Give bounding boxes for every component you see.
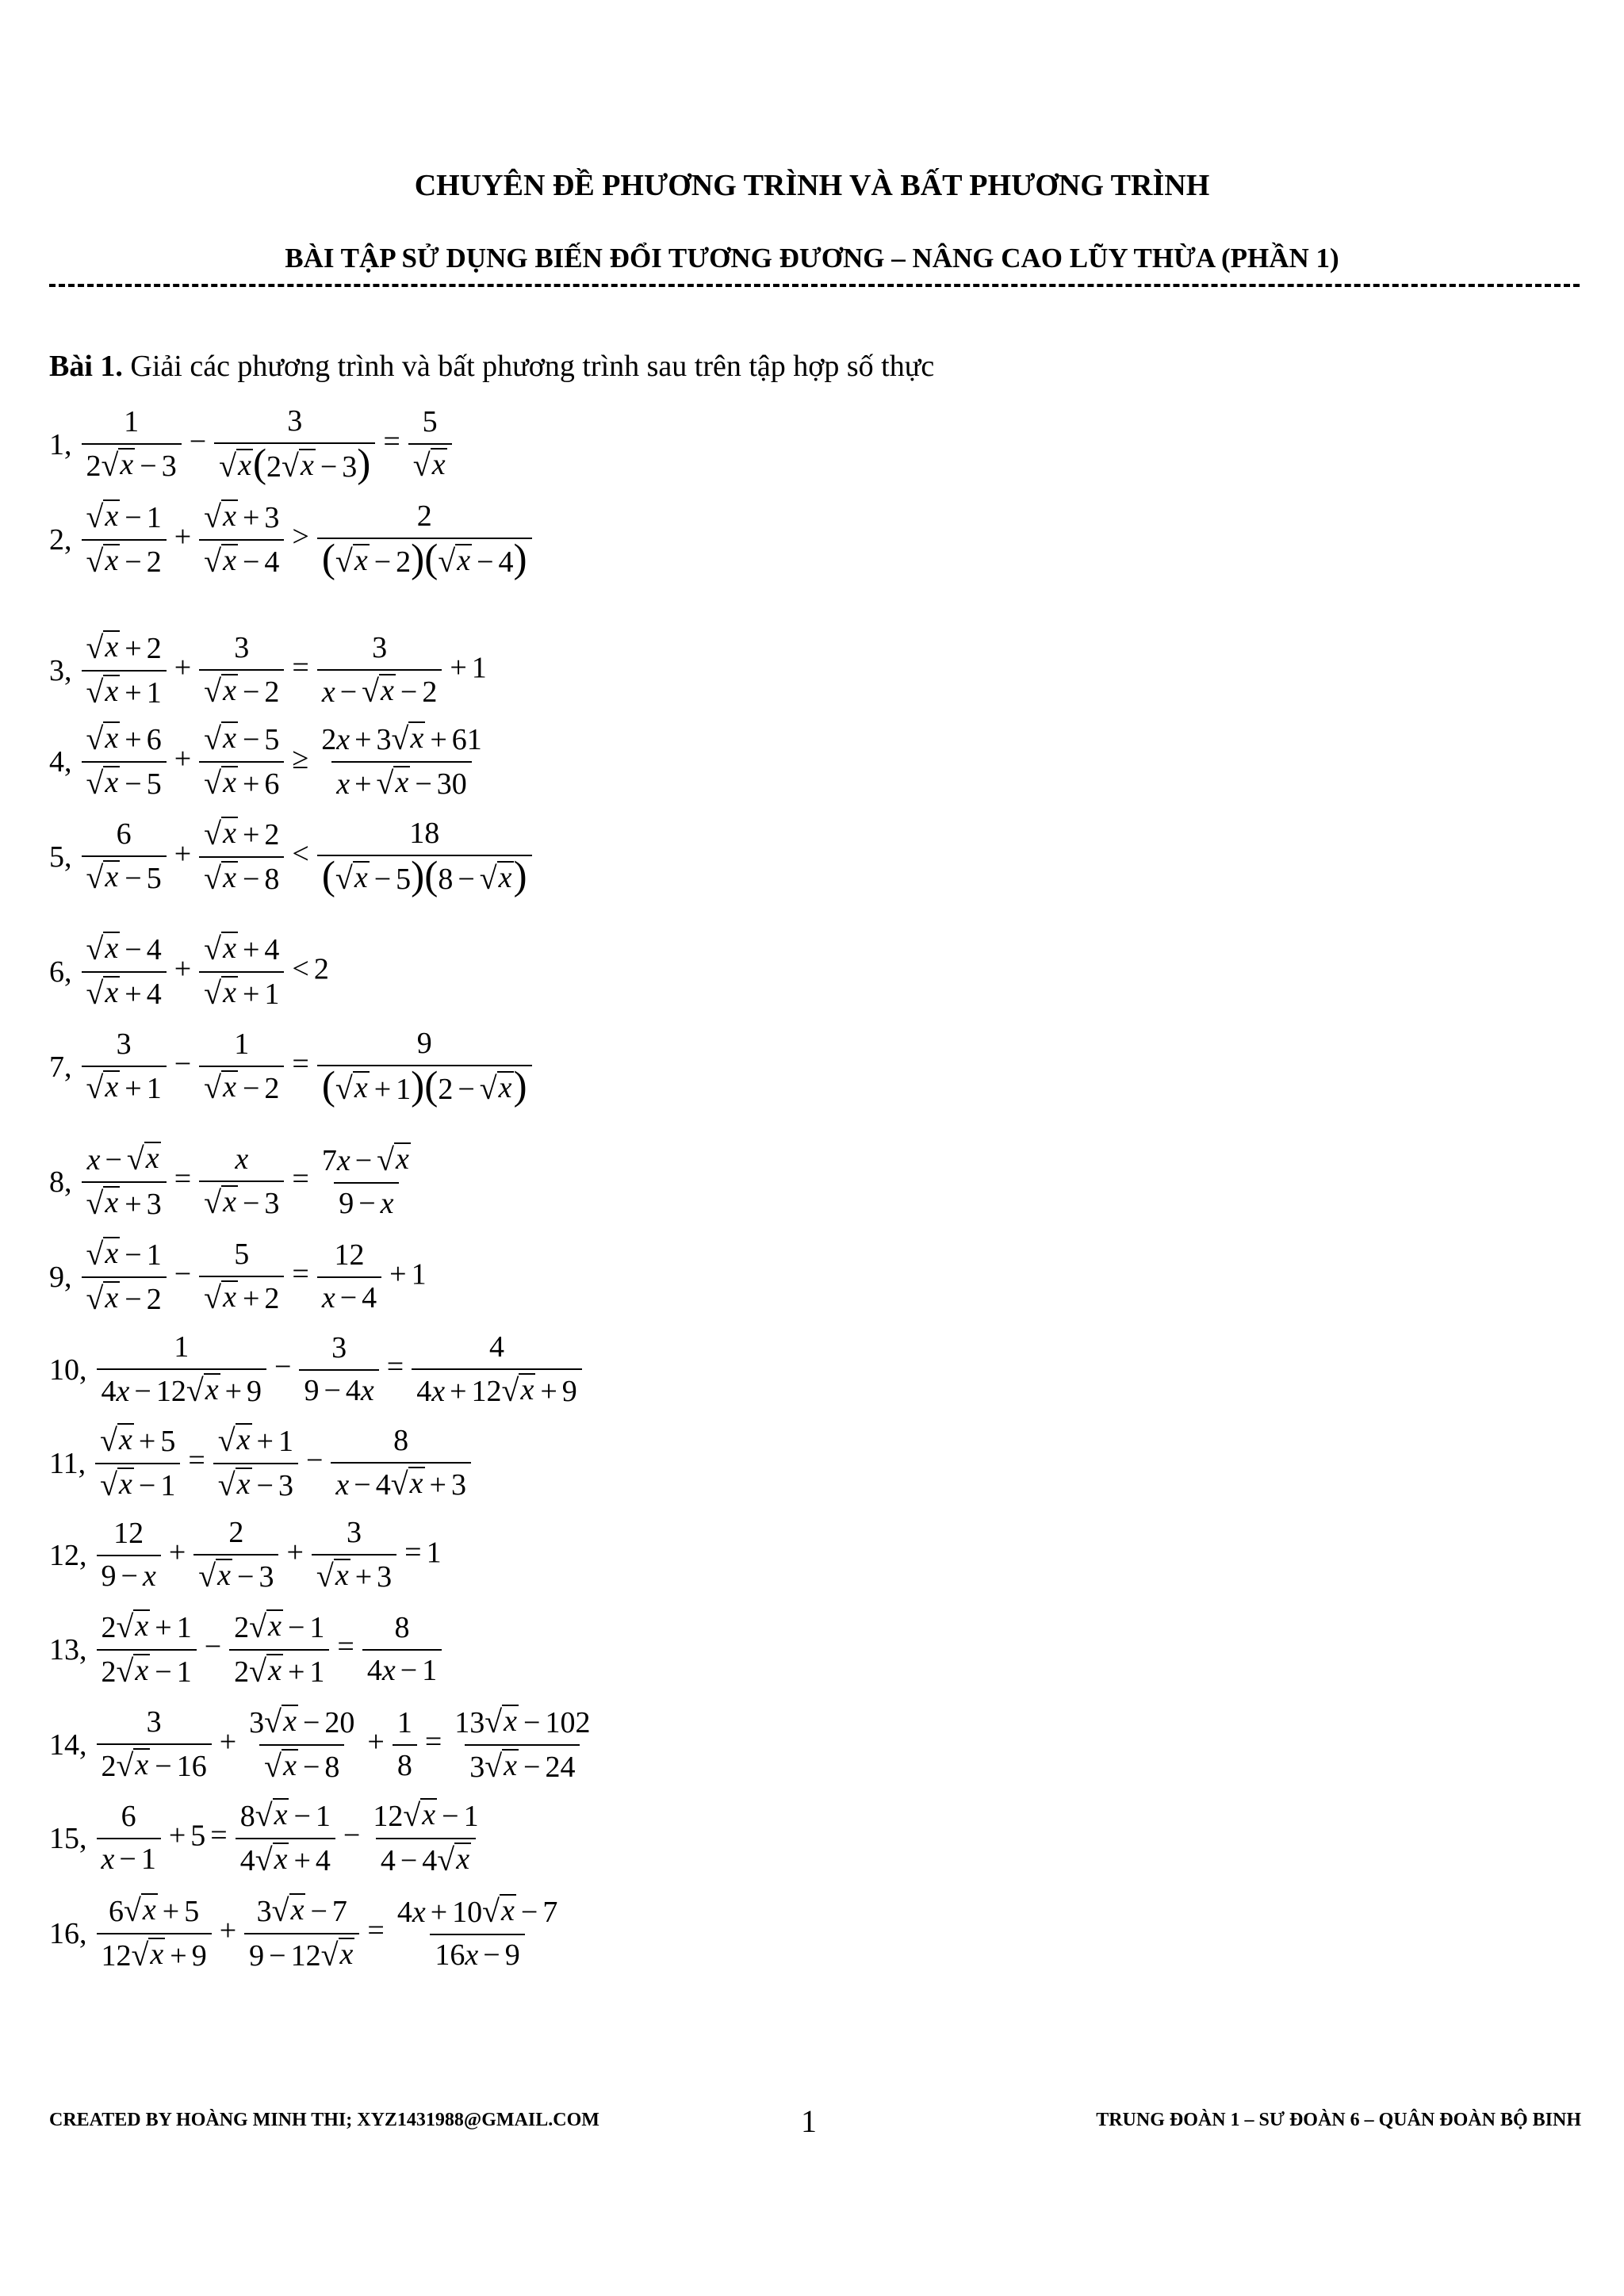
sqrt: √ x xyxy=(204,1184,236,1220)
fraction: √ x + 1 √ x − 3 xyxy=(213,1423,298,1503)
sqrt: √ x xyxy=(320,1936,354,1973)
sqrt: √ x xyxy=(186,1372,219,1408)
problem-number: 9, xyxy=(49,1260,72,1294)
sqrt: √ x xyxy=(100,1466,132,1502)
fraction: √ x − 1 √ x − 2 xyxy=(82,1237,167,1317)
sqrt: √ x xyxy=(204,859,236,896)
problem-formula: $\frac{6}{x - 1}$ + 5 = 8 √ x − 1 4 √ x + 4 − 12 √ x − 1 4 − 4 √ x xyxy=(94,1798,487,1878)
fraction: √ x − 1 √ x − 2 xyxy=(82,499,167,580)
fraction: √ x + 6 √ x − 5 xyxy=(82,721,167,802)
fraction: x √ x − 3 xyxy=(199,1142,284,1221)
sqrt: √ x xyxy=(403,1797,436,1833)
problem-number: 7, xyxy=(49,1050,72,1084)
problem-14 xyxy=(49,1705,598,1785)
sqrt: √ x xyxy=(390,1465,423,1502)
problem-15 xyxy=(49,1798,487,1878)
fraction: 2 ( √ x − 2)( √ x − 4) xyxy=(317,499,532,580)
fraction: 13 √ x − 102 3 √ x − 24 xyxy=(454,1703,591,1784)
sqrt: √ x xyxy=(362,672,394,709)
problem-formula: 2 √ x + 1 2 √ x − 1 − 2 √ x − 1 2 √ x + 1 = $\frac{8}{4x - 1}$ xyxy=(94,1609,446,1689)
sqrt: √ x xyxy=(482,1892,515,1929)
fraction: 1 4x − 12 √ x + 9 xyxy=(97,1330,267,1409)
sqrt: √ x xyxy=(437,1841,470,1877)
sqrt: √ x xyxy=(116,1652,149,1689)
fraction: 6 √ x − 5 xyxy=(82,817,167,896)
exercise-label: Bài 1. xyxy=(49,350,123,383)
fraction: 1 √ x − 2 xyxy=(199,1027,284,1106)
sqrt: √ x xyxy=(485,1703,518,1739)
fraction: 2 √ x + 1 2 √ x − 1 xyxy=(97,1609,197,1689)
sqrt: √ x xyxy=(86,764,119,801)
problem-number: 2, xyxy=(49,522,72,557)
problem-9 xyxy=(49,1237,427,1317)
fraction: 8 x − 4 √ x + 3 xyxy=(331,1424,471,1502)
sqrt: √ x xyxy=(335,1070,368,1106)
sqrt: √ x xyxy=(377,1141,409,1177)
fraction: 5 √ x + 2 xyxy=(199,1238,284,1316)
fraction: 3 2 √ x − 16 xyxy=(97,1705,212,1784)
problem-number: 1, xyxy=(49,427,72,461)
problem-formula: √ x − 1 √ x − 2 + √ x + 3 √ x − 4 > 2 ( √ x − 2)( √ x − 4) xyxy=(79,499,535,580)
fraction: 3 x − √ x − 2 xyxy=(317,631,442,710)
fraction: √ x + 2 √ x + 1 xyxy=(82,630,167,710)
fraction: 4 4x + 12 √ x + 9 xyxy=(412,1330,582,1409)
problem-formula: $\frac{12}{9 - x}$ + 2 √ x − 3 + 3 √ x + 3 = 1 xyxy=(94,1516,442,1594)
sqrt: √ x xyxy=(86,859,119,895)
problem-7 xyxy=(49,1027,535,1107)
sqrt: √ x xyxy=(86,542,119,579)
problem-4 xyxy=(49,721,490,802)
problem-2 xyxy=(49,499,535,580)
fraction: √ x + 3 √ x − 4 xyxy=(199,499,284,580)
fraction: √ x + 5 √ x − 1 xyxy=(95,1423,180,1503)
problem-5 xyxy=(49,817,535,897)
sqrt: √ x xyxy=(204,1069,236,1105)
problem-1 xyxy=(49,404,455,484)
fraction: 6 √ x + 5 12 √ x + 9 xyxy=(97,1893,212,1973)
sqrt: √ x xyxy=(438,542,471,579)
sqrt: √ x xyxy=(264,1703,297,1739)
problem-formula: 3 2 √ x − 16 + 3 √ x − 20 √ x − 8 + $\frac{1}{8}$ = 13 √ x − 102 3 √ x − 24 xyxy=(94,1705,599,1785)
fraction: $\frac{12}{x - 4}$ xyxy=(317,1238,381,1315)
fraction: 3 √ x + 3 xyxy=(312,1516,396,1594)
fraction: $\frac{3}{9 - 4x}$ xyxy=(299,1331,378,1408)
problem-number: 10, xyxy=(49,1353,87,1387)
sqrt: √ x xyxy=(100,1422,132,1458)
footer-unit: TRUNG ĐOÀN 1 – SƯ ĐOÀN 6 – QUÂN ĐOÀN BỘ BINH xyxy=(1096,2110,1581,2130)
fraction: 8 √ x − 1 4 √ x + 4 xyxy=(236,1798,335,1878)
fraction: x − √ x √ x + 3 xyxy=(82,1142,167,1222)
page-title: CHUYÊN ĐỀ PHƯƠNG TRÌNH VÀ BẤT PHƯƠNG TRÌNH xyxy=(414,169,1210,202)
problem-16 xyxy=(49,1893,565,1973)
sqrt: √ x xyxy=(86,720,119,756)
fraction: 12 √ x − 1 4 − 4 √ x xyxy=(373,1797,479,1877)
sqrt: √ x xyxy=(204,974,236,1011)
sqrt: √ x xyxy=(204,1279,236,1315)
sqrt: √ x xyxy=(335,542,368,579)
sqrt: √ x xyxy=(217,1466,251,1502)
fraction: 2 √ x − 1 2 √ x + 1 xyxy=(229,1609,329,1689)
sqrt: √ x xyxy=(255,1841,288,1877)
fraction: 2x + 3 √ x + 61 x + √ x − 30 xyxy=(321,720,482,801)
problem-formula: x − √ x √ x + 3 = x √ x − 3 = 7x − √ x 9 − x xyxy=(79,1142,419,1222)
footer-author: CREATED BY HOÀNG MINH THI; XYZ1431988@GMAIL.COM xyxy=(49,2110,599,2130)
fraction: 3 √ x − 7 9 − 12 √ x xyxy=(244,1893,359,1973)
sqrt: √ x xyxy=(271,1892,304,1928)
sqrt: √ x xyxy=(126,1140,159,1177)
sqrt: √ x xyxy=(501,1372,534,1408)
exercise-heading xyxy=(49,349,934,384)
sqrt: √ x xyxy=(86,673,119,710)
problem-number: 12, xyxy=(49,1538,87,1572)
fraction: √ x − 5 √ x + 6 xyxy=(199,721,284,802)
problem-formula: 6 √ x + 5 12 √ x + 9 + 3 √ x − 7 9 − 12 √ x = 4x + 10 √ x − 7 16x − 9 xyxy=(94,1893,566,1973)
problem-11 xyxy=(49,1423,474,1503)
sqrt: √ x xyxy=(116,1747,149,1783)
fraction: $\frac{8}{4x - 1}$ xyxy=(362,1611,442,1688)
problem-number: 3, xyxy=(49,653,72,687)
problem-number: 16, xyxy=(49,1916,87,1950)
fraction: √ x − 4 √ x + 4 xyxy=(82,932,167,1012)
fraction: 7x − √ x 9 − x xyxy=(321,1141,409,1220)
sqrt: √ x xyxy=(249,1608,282,1644)
sqrt: √ x xyxy=(116,1608,149,1644)
sqrt: √ x xyxy=(316,1557,349,1594)
problem-number: 13, xyxy=(49,1632,87,1667)
sqrt: √ x xyxy=(131,1936,164,1973)
sqrt: √ x xyxy=(335,859,368,896)
sqrt: √ x xyxy=(479,859,512,896)
page-subtitle: BÀI TẬP SỬ DỤNG BIẾN ĐỔI TƯƠNG ĐƯƠNG – NÂNG CAO LŨY THỪA (PHẦN 1) xyxy=(285,243,1339,274)
fraction: 3 √ x − 20 √ x − 8 xyxy=(249,1703,355,1784)
sqrt: √ x xyxy=(282,447,314,484)
fraction: 18 ( √ x − 5)(8 − √ x ) xyxy=(317,817,532,897)
fraction: $\frac{6}{x - 1}$ xyxy=(97,1800,161,1877)
problem-formula: 1 2 √ x − 3 − 3 √ x (2 √ x − 3) = 5 √ x xyxy=(79,404,455,484)
sqrt: √ x xyxy=(249,1652,282,1689)
fraction: 5 √ x xyxy=(408,405,452,484)
sqrt: √ x xyxy=(204,672,236,709)
problem-formula: √ x + 2 √ x + 1 + 3 √ x − 2 = 3 x − √ x − 2 + 1 xyxy=(79,630,487,710)
sqrt: √ x xyxy=(204,720,236,756)
problem-13 xyxy=(49,1609,445,1689)
problem-formula: √ x − 4 √ x + 4 + √ x + 4 √ x + 1 < 2 xyxy=(79,932,329,1012)
sqrt: √ x xyxy=(86,499,119,534)
fraction: 1 2 √ x − 3 xyxy=(82,405,182,484)
sqrt: √ x xyxy=(204,764,236,801)
problem-formula: 6 √ x − 5 + √ x + 2 √ x − 8 < 18 ( √ x − 5)(8 − √ x ) xyxy=(79,817,535,897)
sqrt: √ x xyxy=(204,542,236,579)
fraction: √ x + 2 √ x − 8 xyxy=(199,817,284,897)
dashed-divider xyxy=(49,284,1580,287)
sqrt: √ x xyxy=(204,816,236,851)
problem-number: 6, xyxy=(49,955,72,989)
fraction: 3 √ x (2 √ x − 3) xyxy=(214,404,375,484)
fraction: 3 √ x + 1 xyxy=(82,1027,167,1106)
problem-number: 15, xyxy=(49,1821,87,1855)
fraction: $\frac{12}{9 - x}$ xyxy=(97,1517,161,1594)
exercise-instruction: Giải các phương trình và bất phương trình sau trên tập hợp số thực xyxy=(130,350,935,383)
sqrt: √ x xyxy=(101,446,134,483)
sqrt: √ x xyxy=(198,1557,232,1594)
sqrt: √ x xyxy=(204,499,236,534)
problem-number: 8, xyxy=(49,1165,72,1199)
problem-formula: √ x + 6 √ x − 5 + √ x − 5 √ x + 6 ≥ 2x + 3 √ x + 61 x + √ x − 30 xyxy=(79,721,490,802)
problem-number: 14, xyxy=(49,1728,87,1762)
problem-formula: √ x + 5 √ x − 1 = √ x + 1 √ x − 3 − 8 x − 4 √ x + 3 xyxy=(92,1423,474,1503)
sqrt: √ x xyxy=(86,1280,119,1316)
sqrt: √ x xyxy=(391,720,424,756)
page-number: 1 xyxy=(801,2103,817,2139)
sqrt: √ x xyxy=(217,1422,251,1458)
problem-8 xyxy=(49,1142,419,1222)
sqrt: √ x xyxy=(86,1184,119,1221)
problem-formula: 1 4x − 12 √ x + 9 − $\frac{3}{9 - 4x}$ = 4 4x + 12 √ x + 9 xyxy=(94,1330,585,1409)
problem-12 xyxy=(49,1516,442,1594)
problem-number: 5, xyxy=(49,840,72,874)
sqrt: √ x xyxy=(86,930,119,966)
sqrt: √ x xyxy=(479,1070,512,1106)
sqrt: √ x xyxy=(412,446,446,483)
sqrt: √ x xyxy=(124,1892,156,1928)
sqrt: √ x xyxy=(86,1069,119,1105)
sqrt: √ x xyxy=(485,1747,518,1784)
problem-10 xyxy=(49,1330,585,1409)
problem-number: 11, xyxy=(49,1446,86,1480)
fraction: 3 √ x − 2 xyxy=(199,631,284,710)
problem-6 xyxy=(49,932,329,1012)
fraction: 2 √ x − 3 xyxy=(193,1516,278,1594)
fraction: $\frac{1}{8}$ xyxy=(393,1706,417,1783)
problem-formula: 3 √ x + 1 − 1 √ x − 2 = 9 ( √ x + 1)(2 − √ x ) xyxy=(79,1027,535,1107)
sqrt: √ x xyxy=(376,764,409,801)
sqrt: √ x xyxy=(86,974,119,1011)
sqrt: √ x xyxy=(86,1235,119,1272)
problem-formula: √ x − 1 √ x − 2 − 5 √ x + 2 = $\frac{12}{x - 4}$ + 1 xyxy=(79,1237,427,1317)
fraction: 9 ( √ x + 1)(2 − √ x ) xyxy=(317,1027,532,1107)
fraction: √ x + 4 √ x + 1 xyxy=(199,932,284,1012)
problem-number: 4, xyxy=(49,744,72,779)
sqrt: √ x xyxy=(204,930,236,966)
sqrt: √ x xyxy=(86,629,119,665)
fraction: 4x + 10 √ x − 7 16x − 9 xyxy=(396,1892,558,1972)
sqrt: √ x xyxy=(219,447,251,484)
sqrt: √ x xyxy=(255,1797,288,1833)
sqrt: √ x xyxy=(264,1747,297,1784)
problem-3 xyxy=(49,630,487,710)
